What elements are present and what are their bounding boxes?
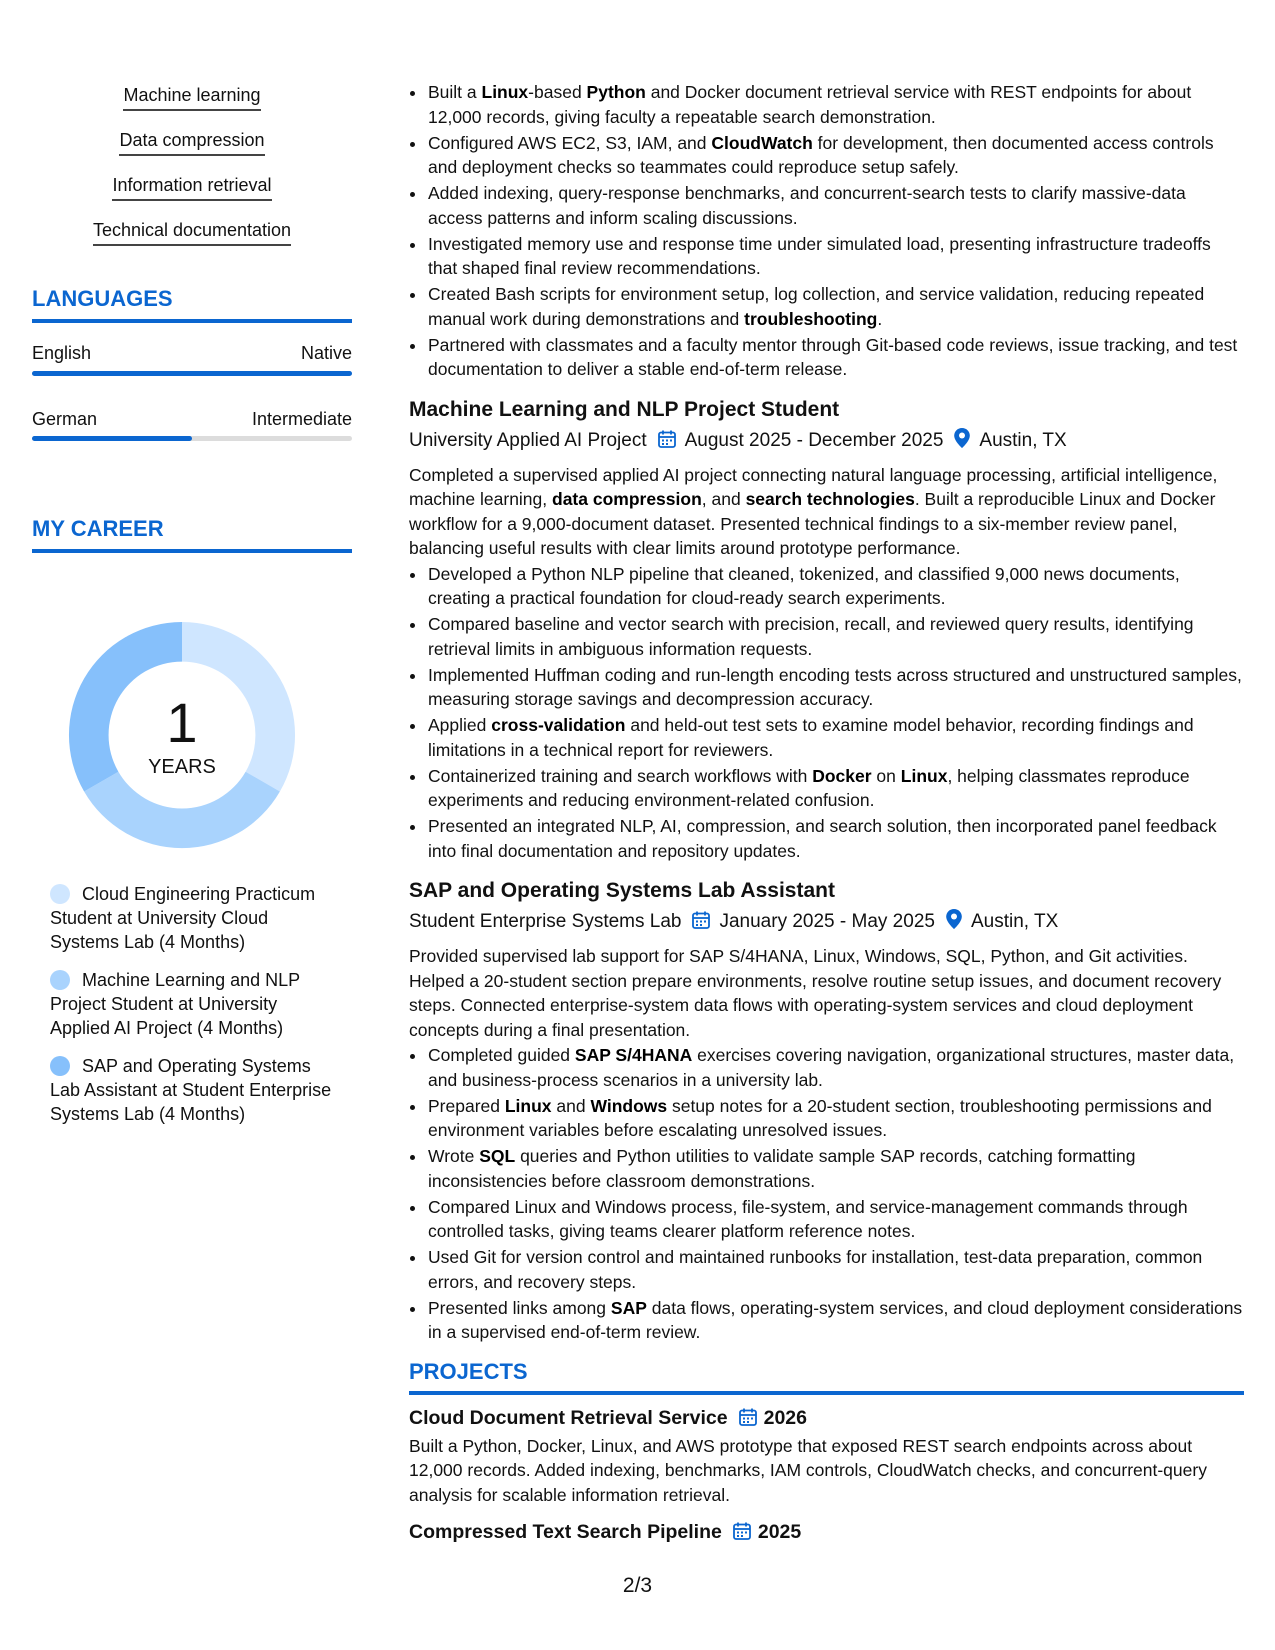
project-year: 2025 (757, 1521, 802, 1543)
job-org: Student Enterprise Systems Lab (409, 911, 682, 932)
calendar-icon (732, 1521, 752, 1548)
career-donut-chart (67, 620, 297, 850)
skills-list (32, 84, 352, 264)
job-org: University Applied AI Project (409, 429, 647, 451)
job-title: Machine Learning and NLP Project Student (409, 397, 840, 421)
language-name: German (32, 409, 98, 429)
project-name: Compressed Text Search Pipeline (409, 1521, 722, 1543)
location-pin-icon (945, 908, 963, 938)
language-name: English (32, 343, 92, 363)
legend-dot (50, 970, 70, 990)
job-meta (409, 908, 1244, 938)
job-bullets (409, 1043, 1244, 1345)
projects-heading: PROJECTS (409, 1359, 1244, 1395)
bullet-item: • Configured AWS EC2, S3, IAM, and CloudWatch for development, then documented access controls and deployment checks so teammates could reproduce setup safely. (427, 131, 1244, 180)
career-total-number: 1 (166, 691, 198, 754)
job-title: SAP and Operating Systems Lab Assistant (409, 879, 835, 902)
job-summary: Provided supervised lab support for SAP S/4HANA, Linux, Windows, SQL, Python, and Git activities. Helped a 20-student section prepare environments, resolve routine setup issues, and document recovery steps. Connected enterprise-system data flows with operating-system services and cloud deployment concepts during a final presentation. (409, 946, 1222, 1040)
language-row-german (32, 408, 352, 430)
bullet-item: • Presented an integrated NLP, AI, compression, and search solution, then incorporated panel feedback into final documentation and repository updates. (427, 814, 1244, 863)
bullet-item: • Built a Linux-based Python and Docker document retrieval service with REST endpoints for about 12,000 records, giving faculty a repeatable search demonstration. (427, 80, 1244, 129)
bullet-item: • Added indexing, query-response benchmarks, and concurrent-search tests to clarify massive-data access patterns and inform scaling discussions. (427, 181, 1244, 230)
career-legend-item (50, 1054, 340, 1126)
bullet-item: • Compared baseline and vector search with precision, recall, and reviewed query results, identifying retrieval limits in ambiguous information requests. (427, 612, 1244, 661)
career-legend-text: Machine Learning and NLP Project Student at University Applied AI Project (4 Months) (50, 970, 300, 1038)
location-pin-icon (953, 427, 971, 457)
job-summary: Completed a supervised applied AI project connecting natural language processing, artificial intelligence, machine learning, data compression, and search technologies. Built a reproducible Linux and Docker workflow for a 9,000-document dataset. Presented technical findings to a six-member review panel, balancing useful results with clear limits around prototype performance. (409, 464, 1218, 558)
legend-dot (50, 884, 70, 904)
bullet-item: • Partnered with classmates and a faculty mentor through Git-based code reviews, issue tracking, and test documentation to deliver a stable end-of-term release. (427, 333, 1244, 382)
career-donut-segment (84, 772, 280, 848)
job-bullets (409, 562, 1244, 864)
career-legend-text: SAP and Operating Systems Lab Assistant at Student Enterprise Systems Lab (4 Months) (50, 1056, 332, 1124)
skill-item: Machine learning (123, 84, 260, 111)
project-year: 2026 (763, 1406, 807, 1429)
bullet-item: • Implemented Huffman coding and run-length encoding tests across structured and unstructured samples, measuring storage savings and decompression accuracy. (427, 663, 1244, 712)
language-bar (32, 436, 352, 441)
job-location: Austin, TX (970, 911, 1059, 932)
bullet-item: • Applied cross-validation and held-out test sets to examine model behavior, recording findings and limitations in a technical report for reviewers. (427, 713, 1244, 762)
calendar-icon (691, 910, 711, 938)
career-heading: MY CAREER (32, 516, 352, 553)
previous-job-bullets (409, 80, 1244, 382)
job-entry (409, 396, 1244, 864)
career-legend (50, 882, 340, 1140)
calendar-icon (657, 429, 677, 457)
bullet-item: • Wrote SQL queries and Python utilities to validate sample SAP records, catching formatting inconsistencies before classroom demonstrations. (427, 1144, 1244, 1193)
job-location: Austin, TX (979, 429, 1067, 451)
job-meta (409, 427, 1244, 457)
languages-heading: LANGUAGES (32, 286, 352, 323)
project-name: Cloud Document Retrieval Service (409, 1406, 728, 1429)
bullet-item: • Created Bash scripts for environment setup, log collection, and service validation, reducing repeated manual work during demonstrations and troubleshooting. (427, 282, 1244, 331)
project-description: Built a Python, Docker, Linux, and AWS prototype that exposed REST search endpoints across about 12,000 records. Added indexing, benchmarks, IAM controls, CloudWatch checks, and concurrent-query analysis for scalable information retrieval. (409, 1435, 1207, 1505)
skill-item: Information retrieval (112, 174, 271, 201)
bullet-item: • Developed a Python NLP pipeline that cleaned, tokenized, and classified 9,000 news documents, creating a practical foundation for cloud-ready search experiments. (427, 562, 1244, 611)
bullet-item: • Completed guided SAP S/4HANA exercises covering navigation, organizational structures, master data, and business-process scenarios in a university lab. (427, 1043, 1244, 1092)
calendar-icon (738, 1407, 758, 1434)
bullet-item: • Presented links among SAP data flows, operating-system services, and cloud deployment considerations in a supervised end-of-term review. (427, 1296, 1244, 1345)
job-entry (409, 877, 1244, 1345)
bullet-item: • Investigated memory use and response time under simulated load, presenting infrastructure tradeoffs that shaped final review recommendations. (427, 232, 1244, 281)
language-bar-fill (32, 371, 352, 376)
language-level: Intermediate (251, 409, 352, 429)
job-dates: January 2025 - May 2025 (719, 911, 935, 932)
bullet-item: • Prepared Linux and Windows setup notes for a 20-student section, troubleshooting permissions and environment variables before escalating unresolved issues. (427, 1094, 1244, 1143)
bullet-item: • Compared Linux and Windows process, file-system, and service-management commands through controlled tasks, giving teams clearer platform reference notes. (427, 1195, 1244, 1244)
language-bar (32, 371, 352, 376)
bullet-item: • Containerized training and search workflows with Docker on Linux, helping classmates reproduce experiments and reducing environment-related confusion. (427, 764, 1244, 813)
skill-item: Technical documentation (93, 219, 291, 246)
page-number: 2/3 (622, 1574, 653, 1597)
language-bar-fill (32, 436, 192, 441)
career-legend-item (50, 882, 340, 954)
language-row-english (32, 342, 352, 364)
bullet-item: • Used Git for version control and maintained runbooks for installation, test-data preparation, common errors, and recovery steps. (427, 1245, 1244, 1294)
career-total-unit: YEARS (148, 756, 216, 778)
project-title (409, 1405, 1244, 1434)
main-content (409, 80, 1244, 1548)
skill-item: Data compression (119, 129, 264, 156)
career-legend-text: Cloud Engineering Practicum Student at University Cloud Systems Lab (4 Months) (50, 884, 316, 952)
job-dates: August 2025 - December 2025 (684, 429, 944, 451)
career-legend-item (50, 968, 340, 1040)
project-title (409, 1519, 1244, 1548)
language-level: Native (300, 343, 352, 363)
legend-dot (50, 1056, 70, 1076)
